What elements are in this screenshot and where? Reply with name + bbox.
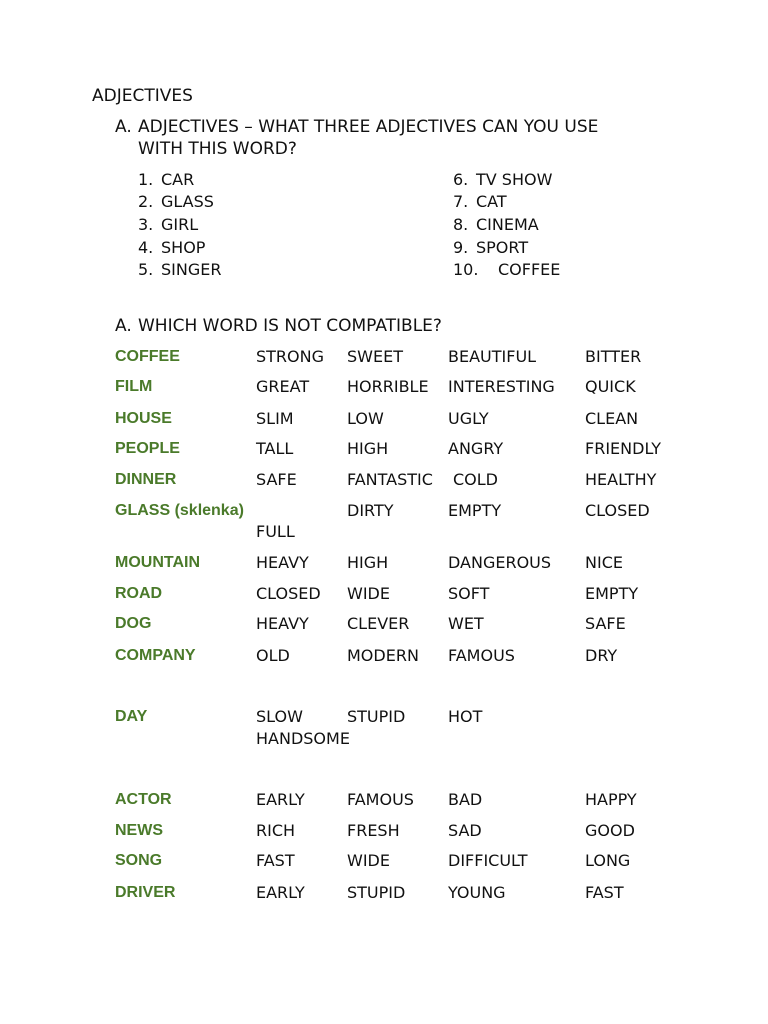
adjective-option: HEALTHY (585, 470, 657, 489)
adjective-option: BITTER (585, 347, 642, 366)
list-item: SPORT (476, 238, 529, 257)
adjective-option: CLOSED (585, 501, 650, 520)
adjective-option: INTERESTING (448, 377, 555, 396)
noun-label: FILM (115, 378, 153, 395)
list-item: GIRL (161, 215, 199, 234)
adjective-option: HANDSOME (256, 729, 350, 748)
adjective-option: BEAUTIFUL (448, 347, 537, 366)
list-item-number: 3. (138, 215, 154, 234)
adjective-option: LONG (585, 851, 631, 870)
list-item: SINGER (161, 260, 222, 279)
list-item-number: 10. (453, 260, 479, 279)
adjective-option: SLOW (256, 707, 303, 726)
noun-label: SONG (115, 852, 163, 869)
adjective-option: COLD (453, 470, 498, 489)
noun-label: GLASS (sklenka) (115, 502, 244, 519)
adjective-option: EMPTY (448, 501, 502, 520)
adjective-option: FULL (256, 522, 295, 541)
adjective-option: MODERN (347, 646, 419, 665)
adjective-option: GREAT (256, 377, 310, 396)
adjective-option: EMPTY (585, 584, 639, 603)
adjective-option: WIDE (347, 851, 390, 870)
adjective-option: OLD (256, 646, 290, 665)
adjective-option: DANGEROUS (448, 553, 552, 572)
list-item-number: 7. (453, 192, 469, 211)
adjective-option: CLEVER (347, 614, 410, 633)
list-item-number: 5. (138, 260, 154, 279)
adjective-option: HORRIBLE (347, 377, 429, 396)
adjective-option: CLOSED (256, 584, 321, 603)
noun-label: PEOPLE (115, 440, 180, 457)
list-item-number: 4. (138, 238, 154, 257)
list-item: TV SHOW (476, 170, 553, 189)
list-item: SHOP (161, 238, 206, 257)
adjective-option: DIFFICULT (448, 851, 528, 870)
adjective-option: STRONG (256, 347, 325, 366)
list-item: CAR (161, 170, 195, 189)
list-item: GLASS (161, 192, 214, 211)
adjective-option: FAST (256, 851, 295, 870)
adjective-option: FAMOUS (448, 646, 515, 665)
adjective-option: FAMOUS (347, 790, 414, 809)
list-item: CAT (476, 192, 507, 211)
adjective-option: YOUNG (448, 883, 506, 902)
adjective-option: DIRTY (347, 501, 394, 520)
adjective-option: FRESH (347, 821, 400, 840)
noun-label: DINNER (115, 471, 177, 488)
adjective-option: HEAVY (256, 553, 309, 572)
adjective-option: CLEAN (585, 409, 639, 428)
adjective-option: SLIM (256, 409, 294, 428)
list-item-number: 8. (453, 215, 469, 234)
noun-label: ACTOR (115, 791, 172, 808)
adjective-option: ANGRY (448, 439, 504, 458)
adjective-option: SOFT (448, 584, 490, 603)
noun-label: COMPANY (115, 647, 196, 664)
adjective-option: WET (448, 614, 484, 633)
adjective-option: SWEET (347, 347, 403, 366)
adjective-option: FRIENDLY (585, 439, 661, 458)
adjective-option: LOW (347, 409, 384, 428)
adjective-option: NICE (585, 553, 623, 572)
adjective-option: SAD (448, 821, 482, 840)
section-a-marker: A. (115, 117, 132, 137)
adjective-option: SAFE (256, 470, 297, 489)
list-item-number: 6. (453, 170, 469, 189)
noun-label: DRIVER (115, 884, 176, 901)
adjective-option: UGLY (448, 409, 489, 428)
adjective-option: HIGH (347, 439, 389, 458)
adjective-option: HEAVY (256, 614, 309, 633)
adjective-option: HAPPY (585, 790, 637, 809)
adjective-option: HOT (448, 707, 483, 726)
noun-label: DAY (115, 708, 148, 725)
list-item-number: 1. (138, 170, 154, 189)
list-item: COFFEE (498, 260, 561, 279)
adjective-option: WIDE (347, 584, 390, 603)
noun-label: ROAD (115, 585, 163, 602)
adjective-option: BAD (448, 790, 483, 809)
section-a-heading-line2: WITH THIS WORD? (138, 139, 297, 159)
adjective-option: FANTASTIC (347, 470, 433, 489)
list-item: CINEMA (476, 215, 539, 234)
noun-label: COFFEE (115, 348, 180, 365)
adjective-option: SAFE (585, 614, 626, 633)
adjective-option: DRY (585, 646, 618, 665)
adjective-option: TALL (256, 439, 294, 458)
adjective-option: FAST (585, 883, 624, 902)
adjective-option: RICH (256, 821, 296, 840)
adjective-option: GOOD (585, 821, 635, 840)
section-a-heading-line1: ADJECTIVES – WHAT THREE ADJECTIVES CAN YOU USE (138, 117, 599, 137)
adjective-option: HIGH (347, 553, 389, 572)
adjective-option: STUPID (347, 707, 406, 726)
noun-label: NEWS (115, 822, 163, 839)
page-title: ADJECTIVES (92, 86, 193, 106)
noun-label: DOG (115, 615, 152, 632)
list-item-number: 2. (138, 192, 154, 211)
list-item-number: 9. (453, 238, 469, 257)
noun-label: HOUSE (115, 410, 172, 427)
section-b-heading: WHICH WORD IS NOT COMPATIBLE? (138, 316, 442, 336)
adjective-option: QUICK (585, 377, 636, 396)
adjective-option: STUPID (347, 883, 406, 902)
adjective-option: EARLY (256, 883, 305, 902)
adjective-option: EARLY (256, 790, 305, 809)
section-b-marker: A. (115, 316, 132, 336)
noun-label: MOUNTAIN (115, 554, 201, 571)
